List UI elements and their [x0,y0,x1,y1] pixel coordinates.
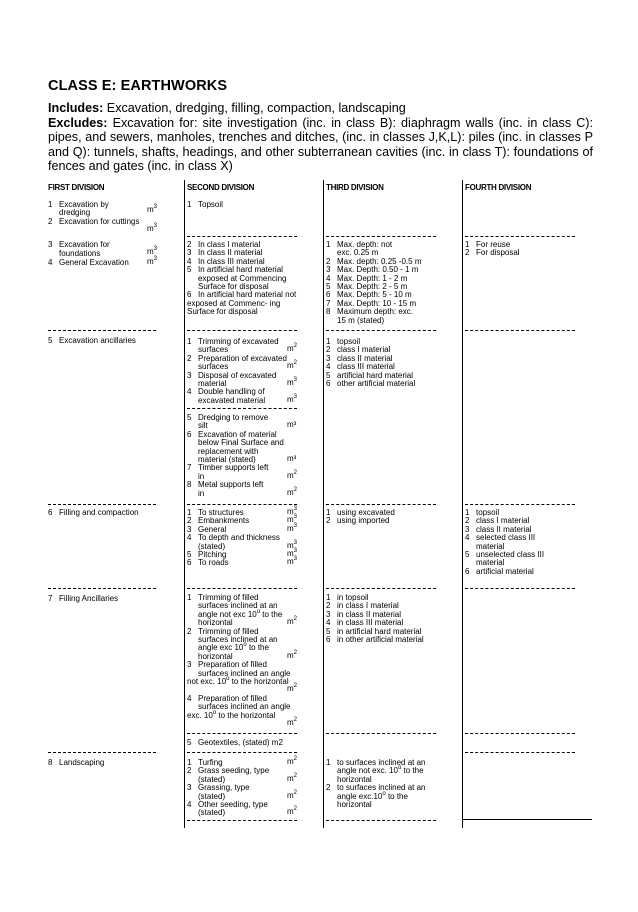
excludes-label: Excludes: [48,115,108,130]
second-excavation-item-text: exposed at Commencing [198,273,287,283]
second-excavation-item-text: Surface for disposal [187,307,258,317]
fourth-filling-item-text: class I material [476,516,530,526]
second-excavation-item-number: 5 [187,265,192,275]
second-filling-item-text: Embankments [198,516,250,526]
includes-text: Excavation, dredging, filling, compaction, landscaping [103,101,406,115]
second-ancillaries-b-item-number: 5 [187,413,192,422]
second-filling-anc-item-text: Trimming of filled [198,593,259,602]
second-landscaping-item-text: (stated) [198,774,226,784]
second-filling-item-text: To structures [198,508,244,517]
second-filling-anc-item-text: surfaces inclined an angle [198,668,291,678]
second-filling-anc-item-text: Trimming of filled [198,626,259,636]
first-row-6-number: 6 [48,508,53,517]
second-filling-anc-unit: $m^2$ [287,683,298,694]
second-landscaping-unit: $m^2$ [287,772,298,783]
third-depth-item-text: Max. Depth: 1 - 2 m [337,273,408,283]
third-depth-item-number: 6 [326,290,331,300]
third-filling-anc-item-text: in class II material [337,609,402,619]
second-landscaping-item-number: 1 [187,758,192,767]
third-filling-anc-item-text: in topsoil [337,593,369,602]
second-excavation-item-text: In class I material [198,240,261,249]
second-landscaping-item-number: 4 [187,800,192,809]
second-excavation-item-number: 4 [187,256,192,266]
third-depth-item-number: 2 [326,256,331,266]
row-separator [326,588,436,589]
third-material-item-text: topsoil [337,337,361,346]
second-landscaping-unit: $m^2$ [287,806,298,817]
second-ancillaries-item-number: 1 [187,337,192,346]
fourth-filling-item-text: unselected class III [476,550,545,559]
second-ancillaries-b-unit: m³ [287,454,297,463]
row-separator [187,752,297,753]
third-landscaping-item-number: 2 [326,783,331,793]
third-depth-item-text: exc. 0.25 m [337,248,379,258]
second-filling-item-number: 1 [187,508,192,517]
second-filling-anc-item-text: not exc. 10$^o$ to the horizontal [187,676,289,686]
header-first-division: FIRST DIVISION [48,183,105,192]
second-filling-item-number: 6 [187,558,192,568]
fourth-filling-item-text: class II material [476,524,532,534]
first-row-4-number: 4 [48,258,53,267]
first-row-7-number: 7 [48,594,53,603]
third-depth-item-number: 5 [326,282,331,291]
first-row-3-number: 3 [48,240,53,249]
fourth-filling-item-number: 3 [465,524,470,534]
first-row-1-number: 1 [48,200,53,209]
second-excavation-item-number: 6 [187,290,192,300]
first-row-3-cont: foundations [59,249,101,258]
third-material-item-text: other artificial material [337,379,416,388]
third-depth-item-number: 3 [326,265,331,275]
third-filling-anc-item-text: in other artificial material [337,635,424,644]
second-filling-anc-item-text: angle exc 10$^o$ to the [198,642,269,653]
third-material-item-text: artificial hard material [337,370,414,380]
third-material-item-number: 5 [326,370,331,380]
excludes-text: Excavation for: site investigation (inc. in class B): diaphragm walls (inc. in class C): pipes, and sewers, manholes, trenches and ditches, (inc. in classes J,K,L): piles (inc. in classes P and Q): tunnels, shafts, headings, and other subterranean cavities (inc. in class T): foundations of fences and gates (inc. in class X) [48,115,593,174]
third-depth-item-number: 4 [326,273,331,283]
second-filling-anc-item-text: surfaces inclined an angle [198,702,291,712]
column-divider-3 [323,180,324,828]
third-filling-item-text: using excavated [337,508,395,517]
second-topsoil-text: Topsoil [198,200,223,209]
third-landscaping-item-text: horizontal [337,774,372,784]
row-separator [326,236,436,237]
fourth-filling-item-text: selected class III [476,533,536,543]
fourth-reuse-item-text: For disposal [476,248,520,258]
second-filling-unit: $m^3$ [287,548,298,558]
second-excavation-item-text: In artificial hard material not [198,290,297,300]
third-landscaping-item-number: 1 [326,758,331,767]
second-excavation-item-text: In artificial hard material [198,265,283,275]
unit-label: $m^3$ [147,256,158,266]
third-depth-item-text: Max. depth: not [337,240,393,249]
third-material-item-number: 6 [326,379,331,388]
third-depth-item-text: Max. Depth: 0.50 - 1 m [337,265,419,275]
second-ancillaries-b-unit: $m^2$ [287,469,298,480]
row-separator [187,733,297,734]
second-landscaping-unit: $m^2$ [287,789,298,800]
third-filling-anc-item-number: 6 [326,635,331,644]
third-depth-item-text: Max. Depth: 2 - 5 m [337,282,408,291]
second-ancillaries-b-unit: $m^2$ [287,486,298,497]
second-filling-anc-item-text: horizontal [198,618,233,628]
second-ancillaries-item-text: surfaces [198,362,229,372]
first-row-2-text: Excavation for cuttings [59,217,140,226]
second-ancillaries-b-item-number: 6 [187,429,192,439]
third-material-item-number: 1 [326,337,331,346]
second-ancillaries-item-number: 3 [187,370,192,380]
second-filling-anc-item-text: angle not exc 10$^o$ to the [198,608,283,619]
third-filling-anc-item-text: in class III material [337,618,404,628]
first-row-7-text: Filling Ancillaries [59,594,119,603]
third-material-item-text: class I material [337,345,391,355]
second-landscaping-item-text: Grass seeding, type [198,766,270,776]
second-ancillaries-item-text: excavated material [198,395,266,405]
first-row-3-text: Excavation for [59,240,110,249]
second-filling-unit: $m^3$ [287,522,298,533]
third-filling-item-number: 1 [326,508,331,517]
fourth-filling-item-text: material [476,558,505,568]
third-material-item-text: class II material [337,353,393,363]
third-filling-anc-item-number: 1 [326,593,331,602]
third-landscaping-item-text: horizontal [337,800,372,809]
second-ancillaries-b-item-text: Timber supports left [198,463,269,473]
third-depth-item-number: 7 [326,298,331,308]
row-separator [187,408,297,409]
fourth-filling-item-number: 5 [465,550,470,559]
row-separator [465,504,575,505]
first-row-1-cont: dredging [59,208,91,217]
includes-label: Includes: [48,101,104,115]
fourth-filling-item-number: 2 [465,516,470,526]
row-separator [48,752,156,753]
second-ancillaries-unit: $m^2$ [287,360,298,371]
row-separator [187,820,297,821]
third-material-item-number: 2 [326,345,331,355]
third-landscaping-item-text: to surfaces inclined at an [337,758,426,767]
fourth-filling-item-number: 6 [465,566,470,576]
second-ancillaries-item-text: Preparation of excavated [198,353,287,363]
third-filling-anc-item-number: 3 [326,609,331,619]
fourth-filling-item-text: material [476,541,505,551]
second-ancillaries-item-number: 4 [187,387,192,397]
second-landscaping-item-text: (stated) [198,808,226,818]
third-filling-anc-item-number: 5 [326,626,331,636]
second-excavation-item-text: Surface for disposal [198,282,269,291]
second-filling-item-number: 3 [187,524,192,534]
unit-label: $m^3$ [147,246,158,256]
third-depth-item-text: Max. Depth: 10 - 15 m [337,298,417,308]
row-separator [187,236,297,237]
header-second-division: SECOND DIVISION [187,183,255,192]
second-ancillaries-b-item-text: in [198,471,205,481]
second-filling-unit: $m^3$ [287,539,298,550]
second-ancillaries-item-text: Trimming of excavated [198,337,279,346]
second-filling-item-number: 2 [187,516,192,526]
row-separator [187,330,297,331]
second-landscaping-item-text: (stated) [198,791,226,801]
third-depth-item-number: 8 [326,307,331,317]
second-geotextiles-number: 5 [187,738,192,747]
first-row-4-text: General Excavation [59,258,129,267]
fourth-reuse-item-number: 1 [465,240,470,249]
second-landscaping-item-number: 2 [187,766,192,776]
page-title: CLASS E: EARTHWORKS [48,78,228,94]
second-excavation-item-text: In class II material [198,248,263,258]
second-filling-item-text: (stated) [198,541,226,551]
third-depth-item-text: Max. Depth: 5 - 10 m [337,290,412,300]
second-ancillaries-b-item-text: replacement with [198,446,259,456]
first-row-1-text: Excavation by [59,200,109,209]
third-filling-item-text: using imported [337,516,390,526]
header-third-division: THIRD DIVISION [326,183,384,192]
second-filling-anc-item-text: horizontal [198,651,233,661]
second-filling-anc-item-text: Preparation of filled [198,693,267,703]
second-ancillaries-b-item-text: in [198,488,205,498]
second-ancillaries-b-item-number: 7 [187,463,192,473]
third-filling-anc-item-number: 4 [326,618,331,628]
third-landscaping-item-text: angle not exc. 10$^o$ to the [337,765,424,776]
fourth-filling-item-text: artificial material [476,566,534,576]
row-separator [326,820,436,821]
second-ancillaries-item-text: material [198,379,227,388]
row-separator [465,733,575,734]
fourth-filling-item-number: 4 [465,533,470,543]
second-filling-item-number: 5 [187,550,192,559]
first-row-2-number: 2 [48,217,53,226]
third-filling-item-number: 2 [326,516,331,526]
column-divider-4 [462,180,463,828]
second-filling-anc-item-text: surfaces inclined at an [198,601,278,611]
second-filling-unit: $m^3$ [287,556,298,567]
row-separator [465,752,575,753]
first-row-5-number: 5 [48,336,53,345]
third-depth-item-number: 1 [326,240,331,249]
includes-line [48,101,593,116]
first-row-8-text: Landscaping [59,758,105,767]
second-ancillaries-b-item-text: Metal supports left [198,480,264,490]
table-bottom-rule [462,819,592,820]
second-filling-anc-item-text: exc. 10$^o$ to the horizontal [187,709,276,720]
second-ancillaries-b-item-text: silt [198,421,208,431]
second-geotextiles-text: Geotextiles, (stated) m2 [198,738,283,747]
second-ancillaries-unit: $m^3$ [287,393,298,404]
second-landscaping-item-number: 3 [187,783,192,793]
second-ancillaries-item-text: Double handling of [198,387,265,397]
third-material-item-number: 3 [326,353,331,363]
fourth-filling-item-number: 1 [465,508,470,517]
second-landscaping-unit: $m^2$ [287,756,298,766]
second-ancillaries-unit: $m^3$ [287,377,298,387]
unit-label: $m^3$ [147,223,158,233]
second-excavation-item-number: 2 [187,240,192,249]
second-ancillaries-item-number: 2 [187,353,192,363]
second-landscaping-item-text: Turfing [198,758,223,767]
first-row-5-text: Excavation ancillaries [59,336,136,345]
fourth-filling-item-text: topsoil [476,508,500,517]
row-separator [465,330,575,331]
second-filling-anc-unit: $m^2$ [287,649,298,660]
second-excavation-item-text: In class III material [198,256,265,266]
row-separator [187,504,297,505]
second-filling-unit: $m^3$ [287,506,298,516]
row-separator [48,588,156,589]
second-ancillaries-b-item-text: below Final Surface and [198,438,284,448]
second-ancillaries-b-item-text: Excavation of material [198,429,277,439]
third-depth-item-text: Maximum depth: exc. [337,307,414,317]
third-landscaping-item-text: angle exc.10$^o$ to the [337,790,408,801]
second-landscaping-item-text: Other seeding, type [198,800,268,809]
second-filling-anc-item-number: 1 [187,593,192,602]
second-ancillaries-b-item-number: 8 [187,480,192,490]
column-divider-2 [184,180,185,828]
third-landscaping-item-text: to surfaces inclined at an [337,783,426,793]
third-filling-anc-item-text: in class I material [337,601,399,611]
second-filling-anc-unit: $m^2$ [287,616,298,627]
fourth-reuse-item-text: For reuse [476,240,511,249]
second-filling-item-number: 4 [187,533,192,543]
second-filling-unit: $m^3$ [287,514,298,525]
second-excavation-item-number: 3 [187,248,192,258]
second-ancillaries-unit: $m^2$ [287,343,298,354]
second-ancillaries-item-text: Disposal of excavated [198,370,277,380]
row-separator [48,504,156,505]
second-filling-anc-item-number: 2 [187,626,192,636]
third-filling-anc-item-text: in artificial hard material [337,626,422,636]
second-filling-anc-item-number: 4 [187,693,192,703]
second-filling-anc-item-text: Preparation of filled [198,660,267,670]
third-depth-item-text: Max. depth: 0.25 -0.5 m [337,256,422,266]
fourth-reuse-item-number: 2 [465,248,470,258]
second-filling-item-text: To roads [198,558,229,568]
second-filling-item-text: Pitching [198,550,227,559]
row-separator [326,733,436,734]
second-filling-item-text: To depth and thickness [198,533,280,543]
first-row-6-text: Filling and compaction [59,508,139,517]
header-fourth-division: FOURTH DIVISION [465,183,532,192]
includes-excludes-block [48,101,593,174]
third-filling-anc-item-number: 2 [326,601,331,611]
row-separator [48,330,156,331]
first-row-8-number: 8 [48,758,53,767]
third-depth-item-text: 15 m (stated) [337,315,385,325]
second-filling-anc-item-number: 3 [187,660,192,670]
second-filling-anc-unit: $m^2$ [287,717,298,727]
third-material-item-number: 4 [326,362,331,372]
row-separator [465,588,575,589]
excludes-paragraph [48,116,593,174]
second-ancillaries-b-unit: m³ [287,420,297,430]
second-ancillaries-b-item-text: Dredging to remove [198,413,269,422]
third-material-item-text: class III material [337,362,395,372]
second-topsoil-number: 1 [187,200,192,209]
second-filling-item-text: General [198,524,227,534]
second-landscaping-item-text: Grassing, type [198,783,250,793]
row-separator [326,330,436,331]
second-ancillaries-item-text: surfaces [198,345,229,355]
second-excavation-item-text: exposed at Commenc- ing [187,298,281,308]
second-ancillaries-b-item-text: material (stated) [198,455,256,464]
second-filling-anc-item-text: surfaces inclined at an [198,635,278,644]
row-separator [465,236,575,237]
row-separator [326,504,436,505]
row-separator [187,588,297,589]
unit-label: $m^3$ [147,204,158,214]
